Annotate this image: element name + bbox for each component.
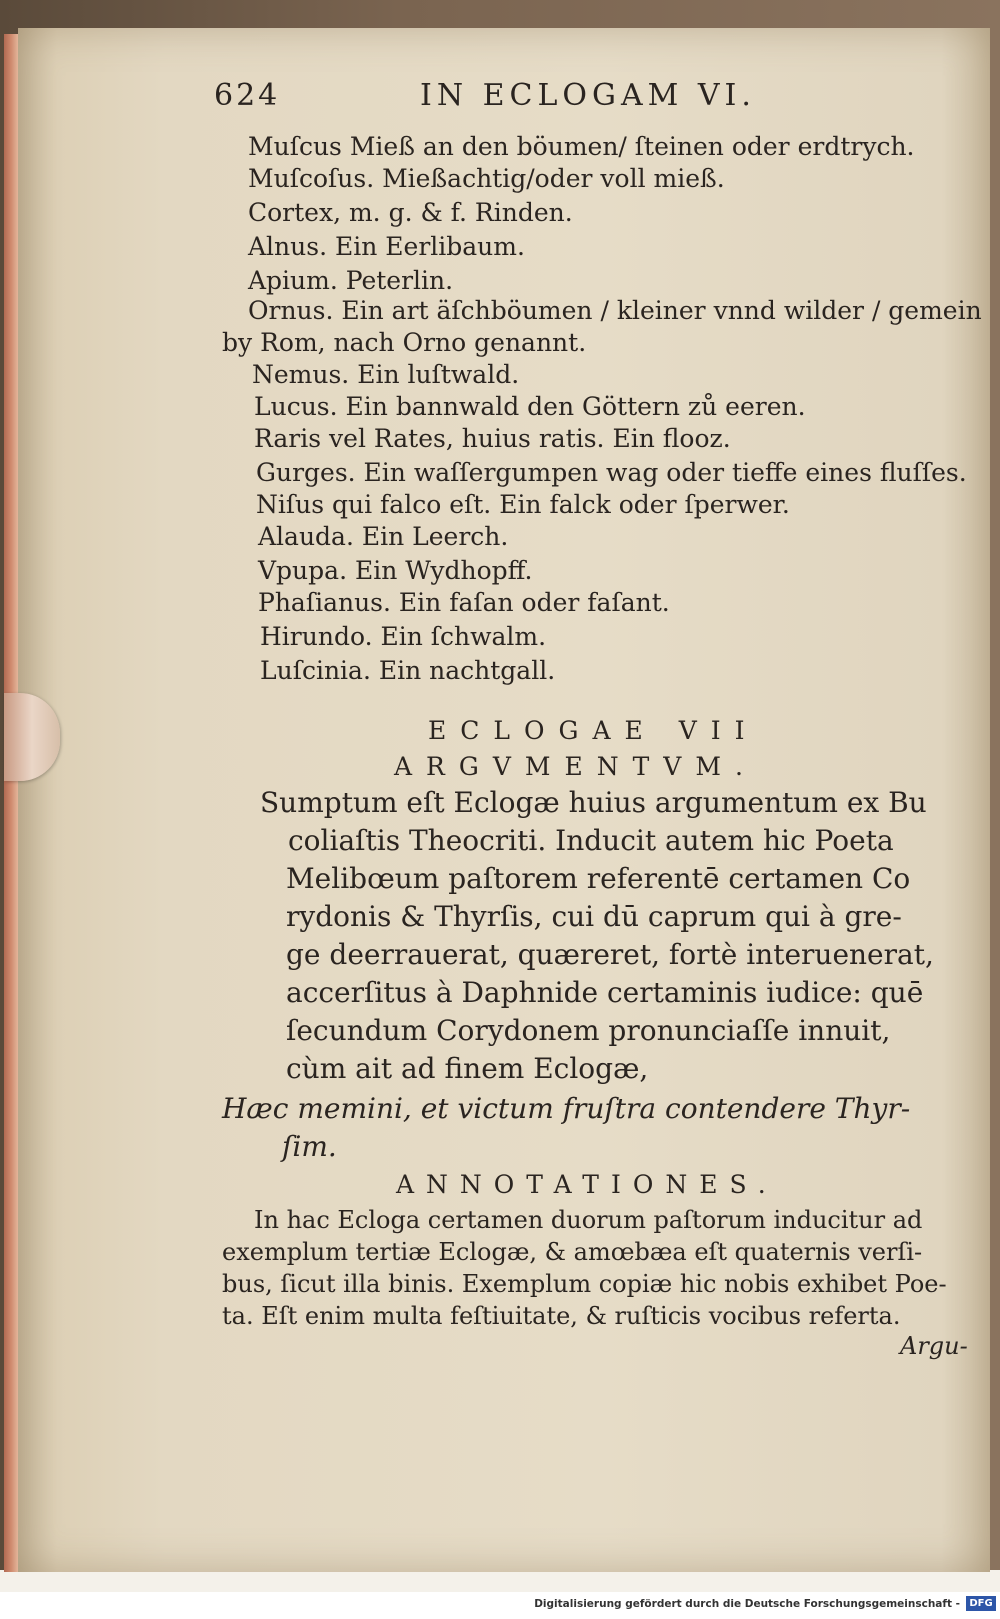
annotations-heading: ANNOTATIONES. xyxy=(396,1170,778,1199)
page-edge-red xyxy=(4,34,18,1572)
glossary-line: Phaſianus. Ein faſan oder faſant. xyxy=(258,588,670,617)
running-title: IN ECLOGAM VI. xyxy=(420,78,756,113)
glossary-line: Niſus qui falco eſt. Ein falck oder ſperwer. xyxy=(256,490,790,519)
glossary-line: Lucus. Ein bannwald den Göttern zů eeren. xyxy=(254,392,806,421)
argument-line: accerſitus à Daphnide certaminis iudice: quē xyxy=(286,976,924,1009)
catchword: Argu- xyxy=(900,1332,968,1360)
glossary-line: Muſcus Mieß an den böumen/ ſteinen oder erdtrych. xyxy=(248,132,915,161)
quote-line: ſim. xyxy=(282,1130,337,1163)
glossary-line: Nemus. Ein luſtwald. xyxy=(252,360,520,389)
section-subheading: ARGVMENTVM. xyxy=(394,752,757,781)
glossary-line: Muſcoſus. Mießachtig/oder voll mieß. xyxy=(248,164,725,193)
section-heading: ECLOGAE VII xyxy=(428,716,759,745)
glossary-line: Luſcinia. Ein nachtgall. xyxy=(260,656,556,685)
glossary-line: Gurges. Ein waſſergumpen wag oder tieffe eines fluſſes. xyxy=(256,458,967,487)
argument-line: rydonis & Thyrſis, cui dū caprum qui à gre- xyxy=(286,900,902,933)
glossary-line: Ornus. Ein art äſchböumen / kleiner vnnd wilder / gemein xyxy=(248,296,982,325)
glossary-line: by Rom, nach Orno genannt. xyxy=(222,328,587,357)
page-number: 624 xyxy=(214,78,281,113)
quote-line: Hæc memini, et victum fruſtra contendere Thyr- xyxy=(222,1092,911,1125)
argument-line: ſecundum Corydonem pronunciaſſe innuit, xyxy=(286,1014,891,1047)
annotation-line: ta. Eſt enim multa feſtiuitate, & ruſticis vocibus referta. xyxy=(222,1302,901,1330)
annotation-line: bus, ſicut illa binis. Exemplum copiæ hic nobis exhibet Poe- xyxy=(222,1270,947,1298)
argument-line: ge deerrauerat, quæreret, fortè interuenerat, xyxy=(286,938,934,971)
argument-line: cùm ait ad finem Eclogæ, xyxy=(286,1052,649,1085)
glossary-line: Cortex, m. g. & f. Rinden. xyxy=(248,198,573,227)
glossary-line: Alauda. Ein Leerch. xyxy=(258,522,509,551)
argument-line: coliaſtis Theocriti. Inducit autem hic Poeta xyxy=(288,824,894,857)
glossary-line: Vpupa. Ein Wydhopff. xyxy=(258,556,533,585)
glossary-line: Apium. Peterlin. xyxy=(248,266,454,295)
glossary-line: Raris vel Rates, huius ratis. Ein flooz. xyxy=(254,424,731,453)
dfg-logo: DFG xyxy=(966,1596,996,1611)
annotation-line: exemplum tertiæ Eclogæ, & amœbæa eſt quaternis verſi- xyxy=(222,1238,923,1266)
argument-line: Melibœum paſtorem referentē certamen Co xyxy=(286,862,911,895)
annotation-line: In hac Ecloga certamen duorum paſtorum inducitur ad xyxy=(254,1206,923,1234)
argument-line: Sumptum eſt Eclogæ huius argumentum ex Bu xyxy=(260,786,927,819)
glossary-line: Hirundo. Ein ſchwalm. xyxy=(260,622,547,651)
digitization-credit: Digitalisierung gefördert durch die Deutsche Forschungsgemeinschaft - xyxy=(534,1598,960,1610)
glossary-line: Alnus. Ein Eerlibaum. xyxy=(248,232,525,261)
